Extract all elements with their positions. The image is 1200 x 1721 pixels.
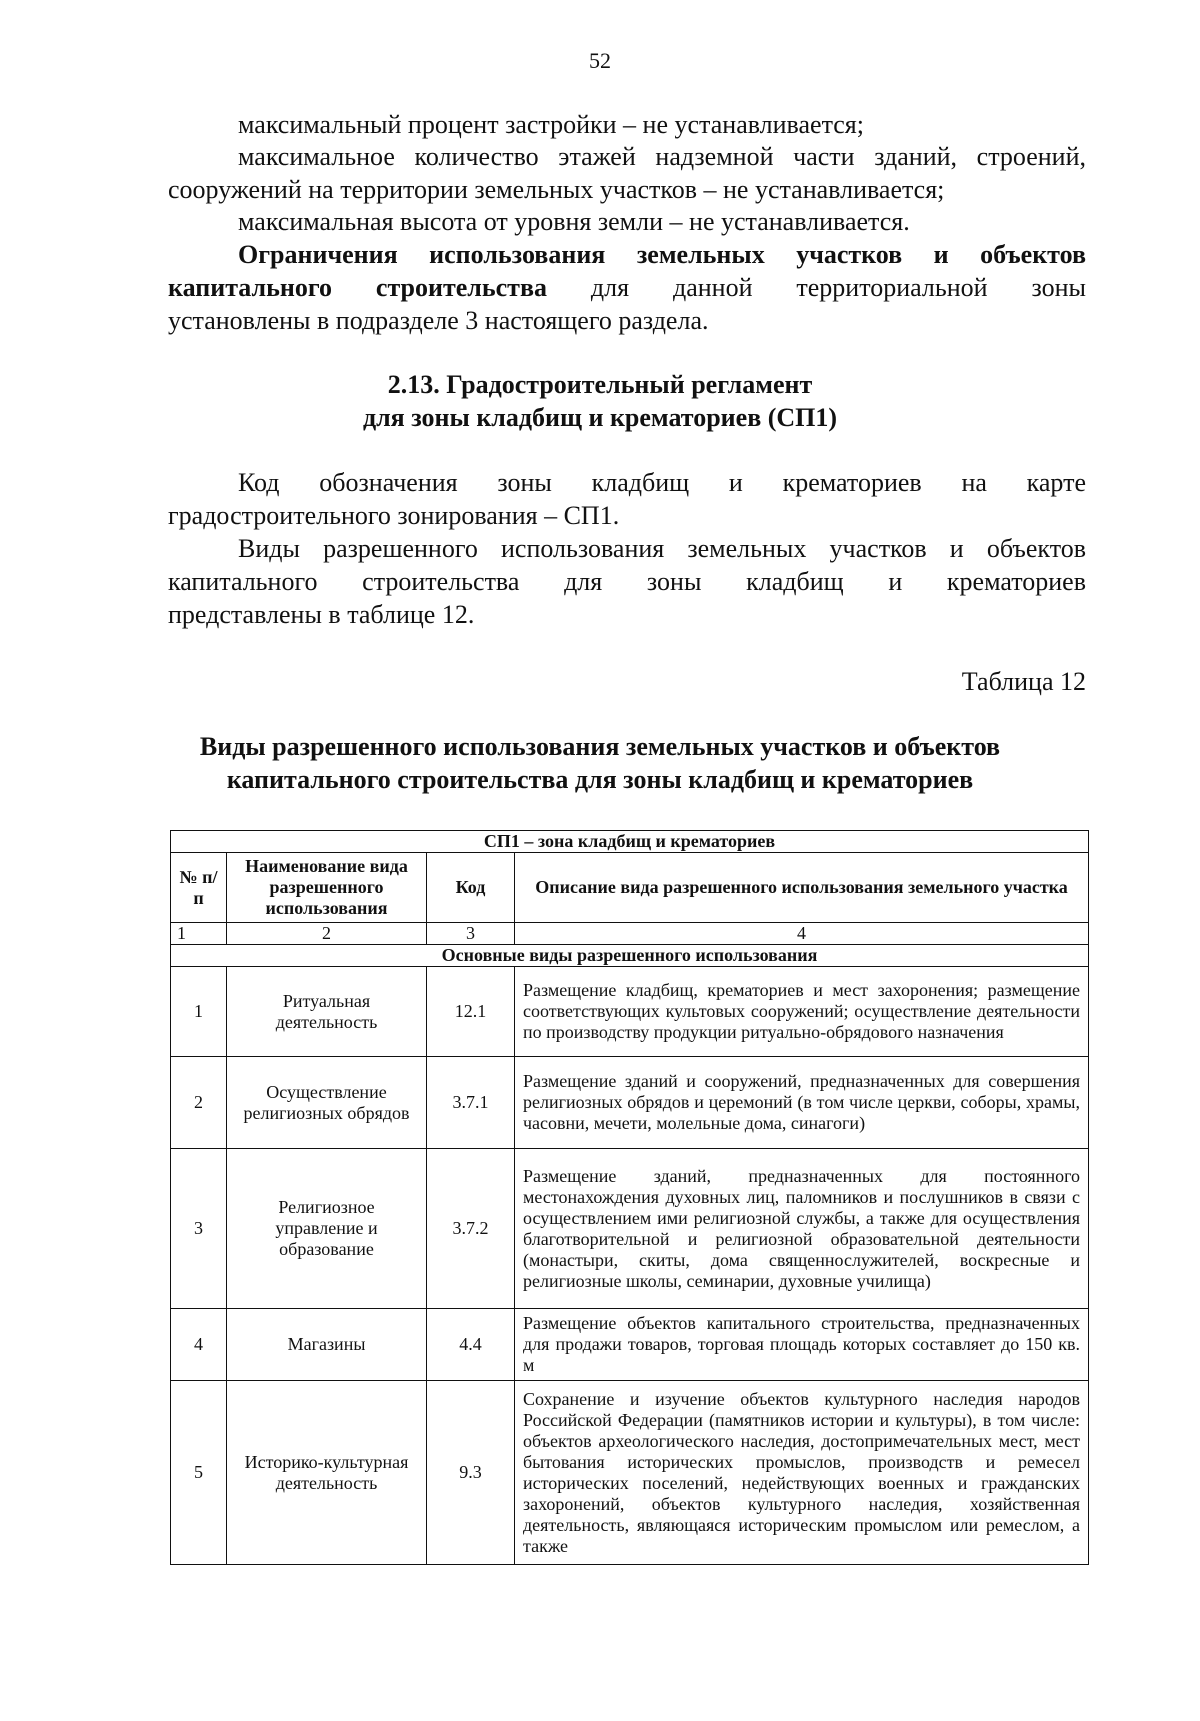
row-code: 4.4 xyxy=(427,1309,515,1381)
restriction-line-3: установлены в подразделе 3 настоящего раздела. xyxy=(168,306,709,335)
paragraph-2-line-2: капитального строительства для зоны кладбищ и крематориев xyxy=(168,567,1086,596)
row-num: 5 xyxy=(171,1381,227,1565)
row-description: Сохранение и изучение объектов культурного наследия народов Российской Федерации (памятников истории и культуры), в том числе: объектов археологического наследия, достопримечательных мест, мест бытования исторических промыслов, производств и ремесел исторических поселений, недействующих военных и гражданских захоронений, объектов культурного наследия, хозяйственная деятельность, являющаяся историческим промыслом или ремеслом, а также xyxy=(515,1381,1089,1565)
row-code: 12.1 xyxy=(427,967,515,1057)
table-title-line-2: капитального строительства для зоны кладбищ и крематориев xyxy=(226,765,974,794)
col-index: 1 xyxy=(171,923,227,945)
col-index: 3 xyxy=(427,923,515,945)
section-title-line-1: 2.13. Градостроительный регламент xyxy=(387,370,813,399)
col-index: 2 xyxy=(227,923,427,945)
row-name: Ритуальная деятельность xyxy=(227,967,427,1057)
restriction-bold-part: капитального строительства xyxy=(168,273,547,302)
group-header: Основные виды разрешенного использования xyxy=(171,945,1089,967)
row-code: 9.3 xyxy=(427,1381,515,1565)
zone-header: СП1 – зона кладбищ и крематориев xyxy=(171,831,1089,853)
table-row xyxy=(171,1309,1089,1381)
paragraph-2-line-1: Виды разрешенного использования земельных участков и объектов xyxy=(238,534,1086,563)
row-name: Магазины xyxy=(227,1309,427,1381)
table-title-line-1: Виды разрешенного использования земельных участков и объектов xyxy=(199,732,1001,761)
col-num-header: № п/п xyxy=(171,853,227,923)
row-num: 1 xyxy=(171,967,227,1057)
intro-line-4: максимальная высота от уровня земли – не устанавливается. xyxy=(238,207,910,236)
restriction-line-2 xyxy=(168,273,1086,303)
col-name-header: Наименование вида разрешенного использования xyxy=(227,853,427,923)
row-code: 3.7.1 xyxy=(427,1057,515,1149)
intro-line-1: максимальный процент застройки – не устанавливается; xyxy=(238,110,864,139)
intro-line-3: сооружений на территории земельных участков – не устанавливается; xyxy=(168,175,945,204)
col-desc-header: Описание вида разрешенного использования земельного участка xyxy=(515,853,1089,923)
row-num: 3 xyxy=(171,1149,227,1309)
intro-line-2: максимальное количество этажей надземной части зданий, строений, xyxy=(238,142,1086,171)
row-description: Размещение зданий и сооружений, предназначенных для совершения религиозных обрядов и церемоний (в том числе церкви, соборы, храмы, часовни, мечети, молельные дома, синагоги) xyxy=(515,1057,1089,1149)
row-description: Размещение зданий, предназначенных для постоянного местонахождения духовных лиц, паломников и послушников в связи с осуществлением ими религиозной службы, а также для осуществления благотворительной и религиозной образовательной деятельности (монастыри, скиты, дома священнослужителей, воскресные и религиозные школы, семинарии, духовные училища) xyxy=(515,1149,1089,1309)
row-description: Размещение объектов капитального строительства, предназначенных для продажи товаров, торговая площадь которых составляет до 150 кв. м xyxy=(515,1309,1089,1381)
table-row xyxy=(171,1057,1089,1149)
row-name: Осуществление религиозных обрядов xyxy=(227,1057,427,1149)
row-name: Историко-культурная деятельность xyxy=(227,1381,427,1565)
row-name: Религиозное управление и образование xyxy=(227,1149,427,1309)
table-label: Таблица 12 xyxy=(961,667,1086,696)
table-row xyxy=(171,1381,1089,1565)
restriction-line-1: Ограничения использования земельных участков и объектов xyxy=(238,240,1086,269)
restriction-rest-part: для данной территориальной зоны xyxy=(590,273,1086,302)
col-index: 4 xyxy=(515,923,1089,945)
uses-table xyxy=(170,830,1089,1565)
row-description: Размещение кладбищ, крематориев и мест захоронения; размещение соответствующих культовых сооружений; осуществление деятельности по производству продукции ритуально-обрядового назначения xyxy=(515,967,1089,1057)
row-num: 2 xyxy=(171,1057,227,1149)
column-index-row xyxy=(171,923,1089,945)
zone-header-row xyxy=(171,831,1089,853)
paragraph-1-line-2: градостроительного зонирования – СП1. xyxy=(168,501,620,530)
row-code: 3.7.2 xyxy=(427,1149,515,1309)
table-row xyxy=(171,967,1089,1057)
page-number: 52 xyxy=(589,48,611,73)
group-header-row xyxy=(171,945,1089,967)
column-header-row xyxy=(171,853,1089,923)
paragraph-2-line-3: представлены в таблице 12. xyxy=(168,600,475,629)
paragraph-1-line-1: Код обозначения зоны кладбищ и крематориев на карте xyxy=(238,468,1086,497)
section-title-line-2: для зоны кладбищ и крематориев (СП1) xyxy=(362,403,838,432)
table-row xyxy=(171,1149,1089,1309)
col-code-header: Код xyxy=(427,853,515,923)
row-num: 4 xyxy=(171,1309,227,1381)
